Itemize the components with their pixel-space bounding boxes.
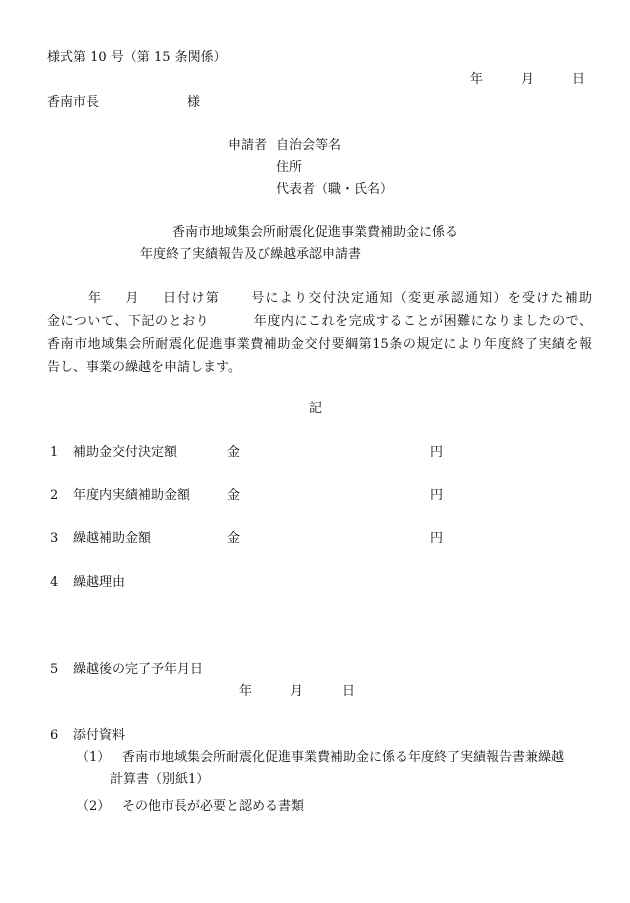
applicant-address: 住所 — [276, 160, 303, 175]
title-line-2: 年度終了実績報告及び繰越承認申請書 — [140, 247, 362, 262]
item-number: 6 — [50, 728, 59, 743]
item-label: 年度内実績補助金額 — [73, 488, 191, 503]
item-label: 繰越後の完了予年月日 — [73, 662, 204, 677]
attachment-line-1: その他市長が必要と認める書類 — [122, 799, 305, 814]
attachment-number: （2） — [76, 799, 111, 814]
body-line-2 — [47, 310, 592, 333]
applicant-org-name: 自治会等名 — [276, 138, 342, 153]
title-line-1: 香南市地域集会所耐震化促進事業費補助金に係る — [172, 225, 459, 240]
item-amount-prefix: 金 — [227, 488, 241, 503]
body-line-4: 告し、事業の繰越を申請します。 — [47, 360, 241, 375]
item-number: 2 — [50, 488, 59, 503]
date-day: 日 — [572, 72, 586, 87]
item-number: 4 — [50, 575, 59, 590]
body-line-2-rest: 年度内にこれを完成することが困難になりましたので、 — [253, 314, 592, 329]
item-amount-unit: 円 — [430, 488, 444, 503]
body-month: 月 — [124, 291, 140, 306]
attachment-line-2: 計算書（別紙1） — [110, 772, 210, 787]
item-amount-prefix: 金 — [227, 531, 241, 546]
body-line-3: 香南市地域集会所耐震化促進事業費補助金交付要綱第15条の規定により年度終了実績を報 — [47, 337, 592, 352]
body-day-number: 日付け第 — [161, 291, 220, 306]
item-label: 繰越理由 — [73, 575, 126, 590]
applicant-label: 申請者 — [228, 138, 268, 153]
completion-year: 年 — [239, 684, 253, 699]
body-paragraph — [47, 287, 592, 379]
attachment-number: （1） — [76, 750, 111, 765]
ki-heading: 記 — [309, 401, 323, 416]
item-amount-unit: 円 — [430, 445, 444, 460]
item-amount-prefix: 金 — [227, 445, 241, 460]
applicant-representative: 代表者（職・氏名） — [276, 182, 394, 197]
date-month: 月 — [521, 72, 535, 87]
item-amount-unit: 円 — [430, 531, 444, 546]
attachment-line-1: 香南市地域集会所耐震化促進事業費補助金に係る年度終了実績報告書兼繰越 — [122, 750, 565, 765]
body-year: 年 — [88, 291, 103, 306]
item-number: 3 — [50, 531, 59, 546]
item-number: 5 — [50, 662, 59, 677]
addressee-name: 香南市長 — [47, 95, 100, 110]
item-number: 1 — [50, 445, 59, 460]
body-line-1-rest: 号により交付決定通知（変更承認通知）を受けた補助 — [250, 291, 592, 306]
addressee-honorific: 様 — [187, 95, 201, 110]
item-label: 補助金交付決定額 — [73, 445, 178, 460]
body-line-2-start: 金について、下記のとおり — [47, 314, 210, 329]
date-year: 年 — [470, 72, 484, 87]
completion-day: 日 — [342, 684, 356, 699]
completion-month: 月 — [290, 684, 304, 699]
form-number: 様式第 10 号（第 15 条関係） — [47, 50, 227, 65]
item-label: 添付資料 — [73, 728, 126, 743]
item-label: 繰越補助金額 — [73, 531, 152, 546]
body-line-1 — [47, 287, 592, 310]
